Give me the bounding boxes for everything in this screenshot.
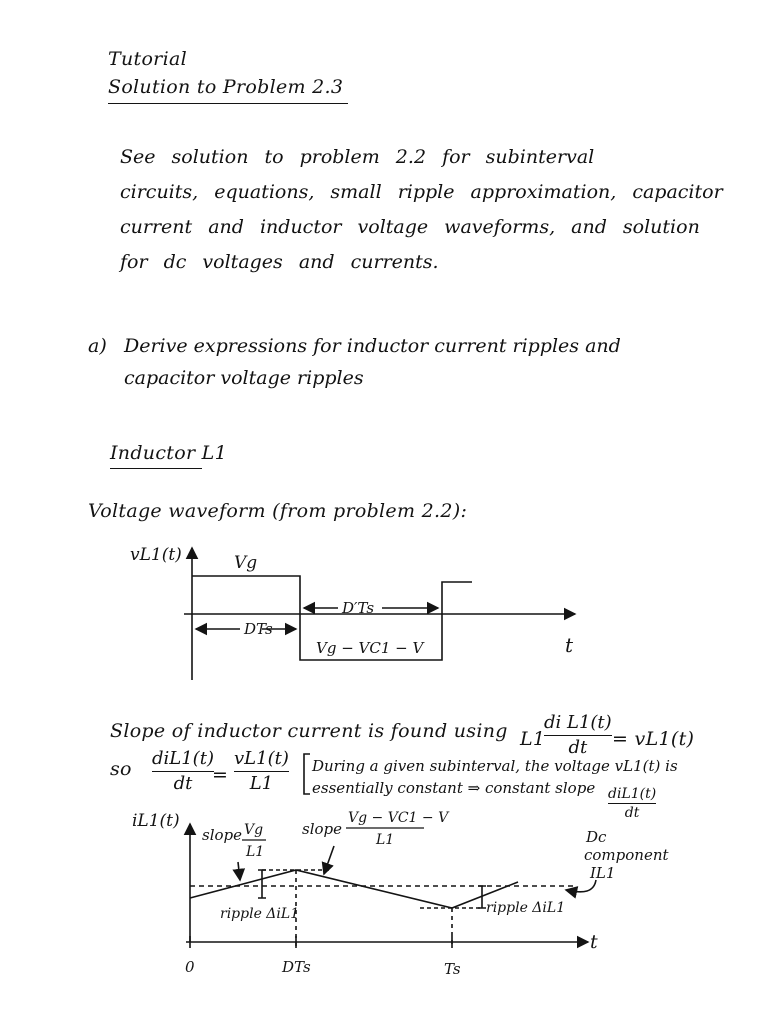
current-t-label: t: [590, 931, 598, 953]
voltage-y-label: vL1(t): [130, 545, 182, 565]
voltage-low-label: Vg − VC1 − V: [316, 639, 424, 657]
dc-label-line2: component: [584, 846, 669, 864]
so-lhs-fraction: [152, 748, 214, 795]
slope-lhs-coef: L1: [520, 728, 546, 750]
so-lhs-den: dt: [173, 773, 193, 794]
fraction-bar: [544, 735, 612, 736]
section-heading-inductor: Inductor L1: [110, 442, 227, 464]
tick-dts-label: DTs: [282, 958, 311, 976]
note-frac-num: diL1(t): [608, 786, 657, 802]
note-bracket: [304, 754, 310, 794]
so-rhs-num: vL1(t): [234, 748, 289, 769]
note-line2: essentially constant ⇒ constant slope: [312, 779, 596, 797]
intro-line: for dc voltages and currents.: [120, 251, 439, 273]
slope1-label: slope: [202, 826, 243, 844]
intro-line: See solution to problem 2.2 for subinterval: [120, 146, 595, 168]
slope-lhs-fraction: [544, 712, 612, 759]
part-a-marker: a): [88, 335, 107, 357]
dc-label-line3: IL1: [590, 864, 616, 882]
slope1-den: L1: [246, 844, 265, 860]
slope1-num: Vg: [244, 822, 264, 838]
so-equals: =: [212, 764, 229, 786]
so-label: so: [110, 758, 132, 780]
voltage-waveform-caption: Voltage waveform (from problem 2.2):: [88, 500, 468, 522]
tick-ts-label: Ts: [444, 960, 461, 978]
fraction-bar: [608, 803, 656, 804]
page-title: Solution to Problem 2.3: [108, 76, 344, 98]
tick-0-label: 0: [185, 958, 195, 976]
slope-lhs-num: di L1(t): [544, 712, 612, 733]
slope-rhs: = vL1(t): [612, 728, 695, 750]
part-a-line2: capacitor voltage ripples: [124, 367, 364, 389]
intro-line: current and inductor voltage waveforms, and solution: [120, 216, 700, 238]
slope-text-line: Slope of inductor current is found using: [110, 720, 508, 742]
note-line1: During a given subinterval, the voltage vL1(t) is: [312, 757, 678, 775]
voltage-t-label: t: [565, 633, 574, 657]
slope2-label: slope: [302, 820, 343, 838]
part-a-line1: Derive expressions for inductor current ripples and: [124, 335, 621, 357]
voltage-high-label: Vg: [234, 553, 258, 573]
so-rhs-den: L1: [249, 773, 274, 794]
slope1-pointer: [238, 862, 240, 880]
ripple2-label: ripple ΔiL1: [486, 900, 566, 916]
current-y-label: iL1(t): [132, 811, 180, 831]
voltage-dpts-label: D′Ts: [342, 599, 375, 617]
slope2-num: Vg − VC1 − V: [348, 810, 449, 826]
note-fraction: [608, 786, 656, 821]
ripple1-label: ripple ΔiL1: [220, 906, 300, 922]
tutorial-label: Tutorial: [108, 48, 187, 70]
voltage-dts-label: DTs: [244, 620, 273, 638]
intro-line: circuits, equations, small ripple approximation, capacitor: [120, 181, 723, 203]
dc-label-line1: Dc: [586, 828, 607, 846]
so-rhs-fraction: [234, 748, 289, 795]
slope2-den: L1: [376, 832, 395, 848]
ripple1-bracket: [258, 870, 266, 898]
slope-lhs-den: dt: [568, 737, 588, 758]
note-frac-den: dt: [624, 805, 640, 821]
fraction-bar: [234, 771, 289, 772]
fraction-bar: [152, 771, 214, 772]
so-lhs-num: diL1(t): [152, 748, 214, 769]
